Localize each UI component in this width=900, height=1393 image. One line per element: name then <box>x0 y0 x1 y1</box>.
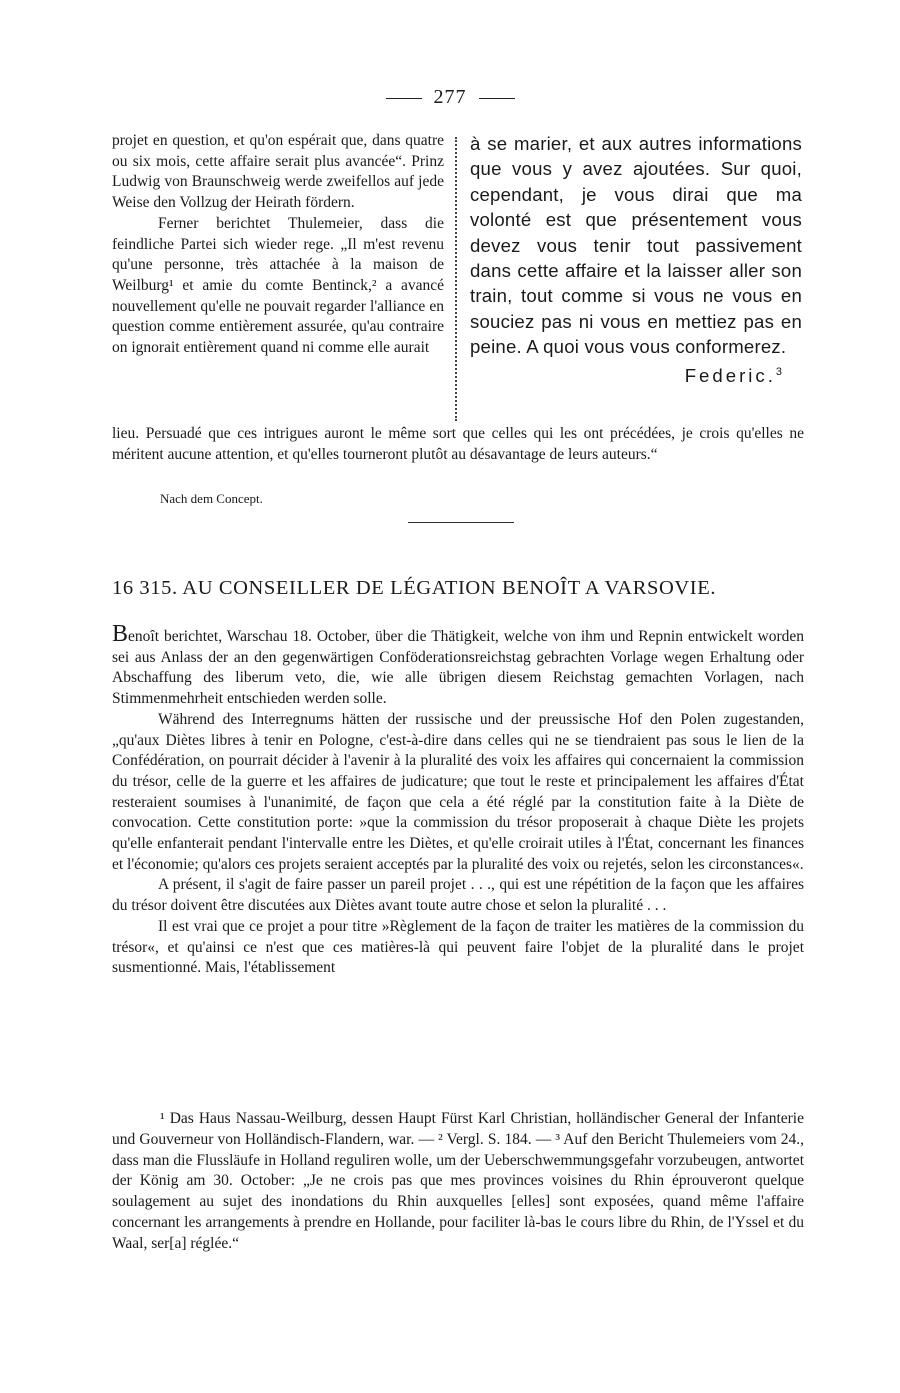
right-column-body: à se marier, et aux autres informations que vous y avez ajoutées. Sur quoi, cependant, je vous dirai que ma volonté est que présentement vous devez vous tenir tout passivement dans cette affaire et la laisser aller son train, tout comme si vous ne vous en souciez pas ni vous en mettiez pas en peine. A quoi vous vous conformerez. <box>470 133 802 358</box>
left-column <box>112 131 444 359</box>
drop-initial: B <box>112 621 129 647</box>
section-paragraph <box>112 622 804 710</box>
continuation-text <box>112 424 804 465</box>
footnote-text: ¹ Das Haus Nassau-Weilburg, dessen Haupt Fürst Karl Christian, holländischer General der Infanterie und Gouverneur von Holländisch-Flandern, war. — ² Vergl. S. 184. — ³ Auf den Bericht Thulemeiers vom 24., dass man die Flussläufe in Holland reguliren wolle, um der Ueberschwemmungsgefahr vorzubeugen, antwortet der König am 30. October: „Je ne crois pas que mes provinces voisines du Rhin éprouveront quelque soulagement au sujet des inondations du Rhin auxquelles [elles] sont exposées, quand même l'affaire concernant les arrangements à prendre en Hollande, pour faciliter là-bas le cours libre du Rhin, de l'Yssel et du Waal, ser[a] réglée.“ <box>112 1110 804 1252</box>
signature-name: Federic. <box>684 364 776 386</box>
signature <box>685 360 782 389</box>
right-column-text <box>470 131 802 386</box>
first-paragraph-text: enoît berichtet, Warschau 18. October, über die Thätigkeit, welche von ihm und Repnin entwickelt worden sei aus Anlass der an den gegenwärtigen Conföderationsreichstag gebrachten Vorlage wegen Erhaltung oder Abschaffung des liberum veto, die, wie alle übrigen diesem Reichstag gemachten Vorlagen, nach Stimmenmehrheit entschieden werden solle. <box>112 628 804 708</box>
section-body <box>112 622 804 979</box>
section-paragraph: Während des Interregnums hätten der russische und der preussische Hof den Polen zugestanden, „qu'aux Diètes libres à tenir en Pologne, c'est-à-dire dans celles qui ne se tiendraient pas sous le lien de la Confédération, on pourrait décider à l'avenir à la pluralité des voix les affaires qui concernaient la commission du trésor, celle de la guerre et les affaires de judicature; que tout le reste et principalement les affaires d'État resteraient soumises à l'unanimité, de façon que cela a été réglé par la constitution faite à la Diète de convocation. Cette constitution porte: »que la commission du trésor proposerait à chaque Diète les projets qu'elle enfanterait pendant l'intervalle entre les Diètes, et qu'elle croirait utiles à l'État, concernant les finances et l'économie; qu'alors ces projets seraient acceptés par la pluralité des voix ou rejetés, selon les circonstances«. <box>112 710 804 873</box>
footnotes <box>112 1109 804 1255</box>
signature-note-mark: 3 <box>775 365 782 378</box>
page-number-text: 277 <box>433 86 467 108</box>
section-paragraph: Il est vrai que ce projet a pour titre »Règlement de la façon de traiter les matières de la commission du trésor«, et qu'ainsi ce n'est que ces matières-là qui peuvent faire l'objet de la pluralité dans le projet susmentionné. Mais, l'établissement <box>112 917 804 977</box>
section-paragraph: A présent, il s'agit de faire passer un pareil projet . . ., qui est une répétition de la façon que les affaires du trésor doivent être discutées aux Diètes avant toute autre chose et selon la pluralité . . . <box>112 876 804 915</box>
section-divider <box>408 522 514 523</box>
column-separator <box>455 137 457 421</box>
source-note: Nach dem Concept. <box>160 491 263 506</box>
section-heading: 16 315. AU CONSEILLER DE LÉGATION BENOÎT A VARSOVIE. <box>112 577 717 599</box>
left-column-paragraph: Ferner berichtet Thulemeier, dass die feindliche Partei sich wieder rege. „Il m'est revenu qu'une personne, très attachée à la maison de Weilburg¹ et amie du comte Bentinck,² a avancé nouvellement qu'elle ne pouvait regarder l'alliance en question comme entièrement assurée, qu'au contraire on ignorait entièrement quand ni comme elle aurait <box>112 214 444 357</box>
page-number-dash-left <box>386 98 422 99</box>
right-column <box>470 131 802 388</box>
page-number <box>0 86 900 109</box>
page-number-dash-right <box>479 98 515 99</box>
left-column-paragraph: projet en question, et qu'on espérait que, dans quatre ou six mois, cette affaire serait plus avancée“. Prinz Ludwig von Braunschweig werde zweifellos auf jede Weise den Vollzug der Heirath fördern. <box>112 132 444 212</box>
continuation-paragraph: lieu. Persuadé que ces intrigues auront le même sort que celles qui les ont précédées, je crois qu'elles ne méritent aucune attention, et qu'elles tourneront plutôt au désavantage de leurs auteurs.“ <box>112 425 804 463</box>
